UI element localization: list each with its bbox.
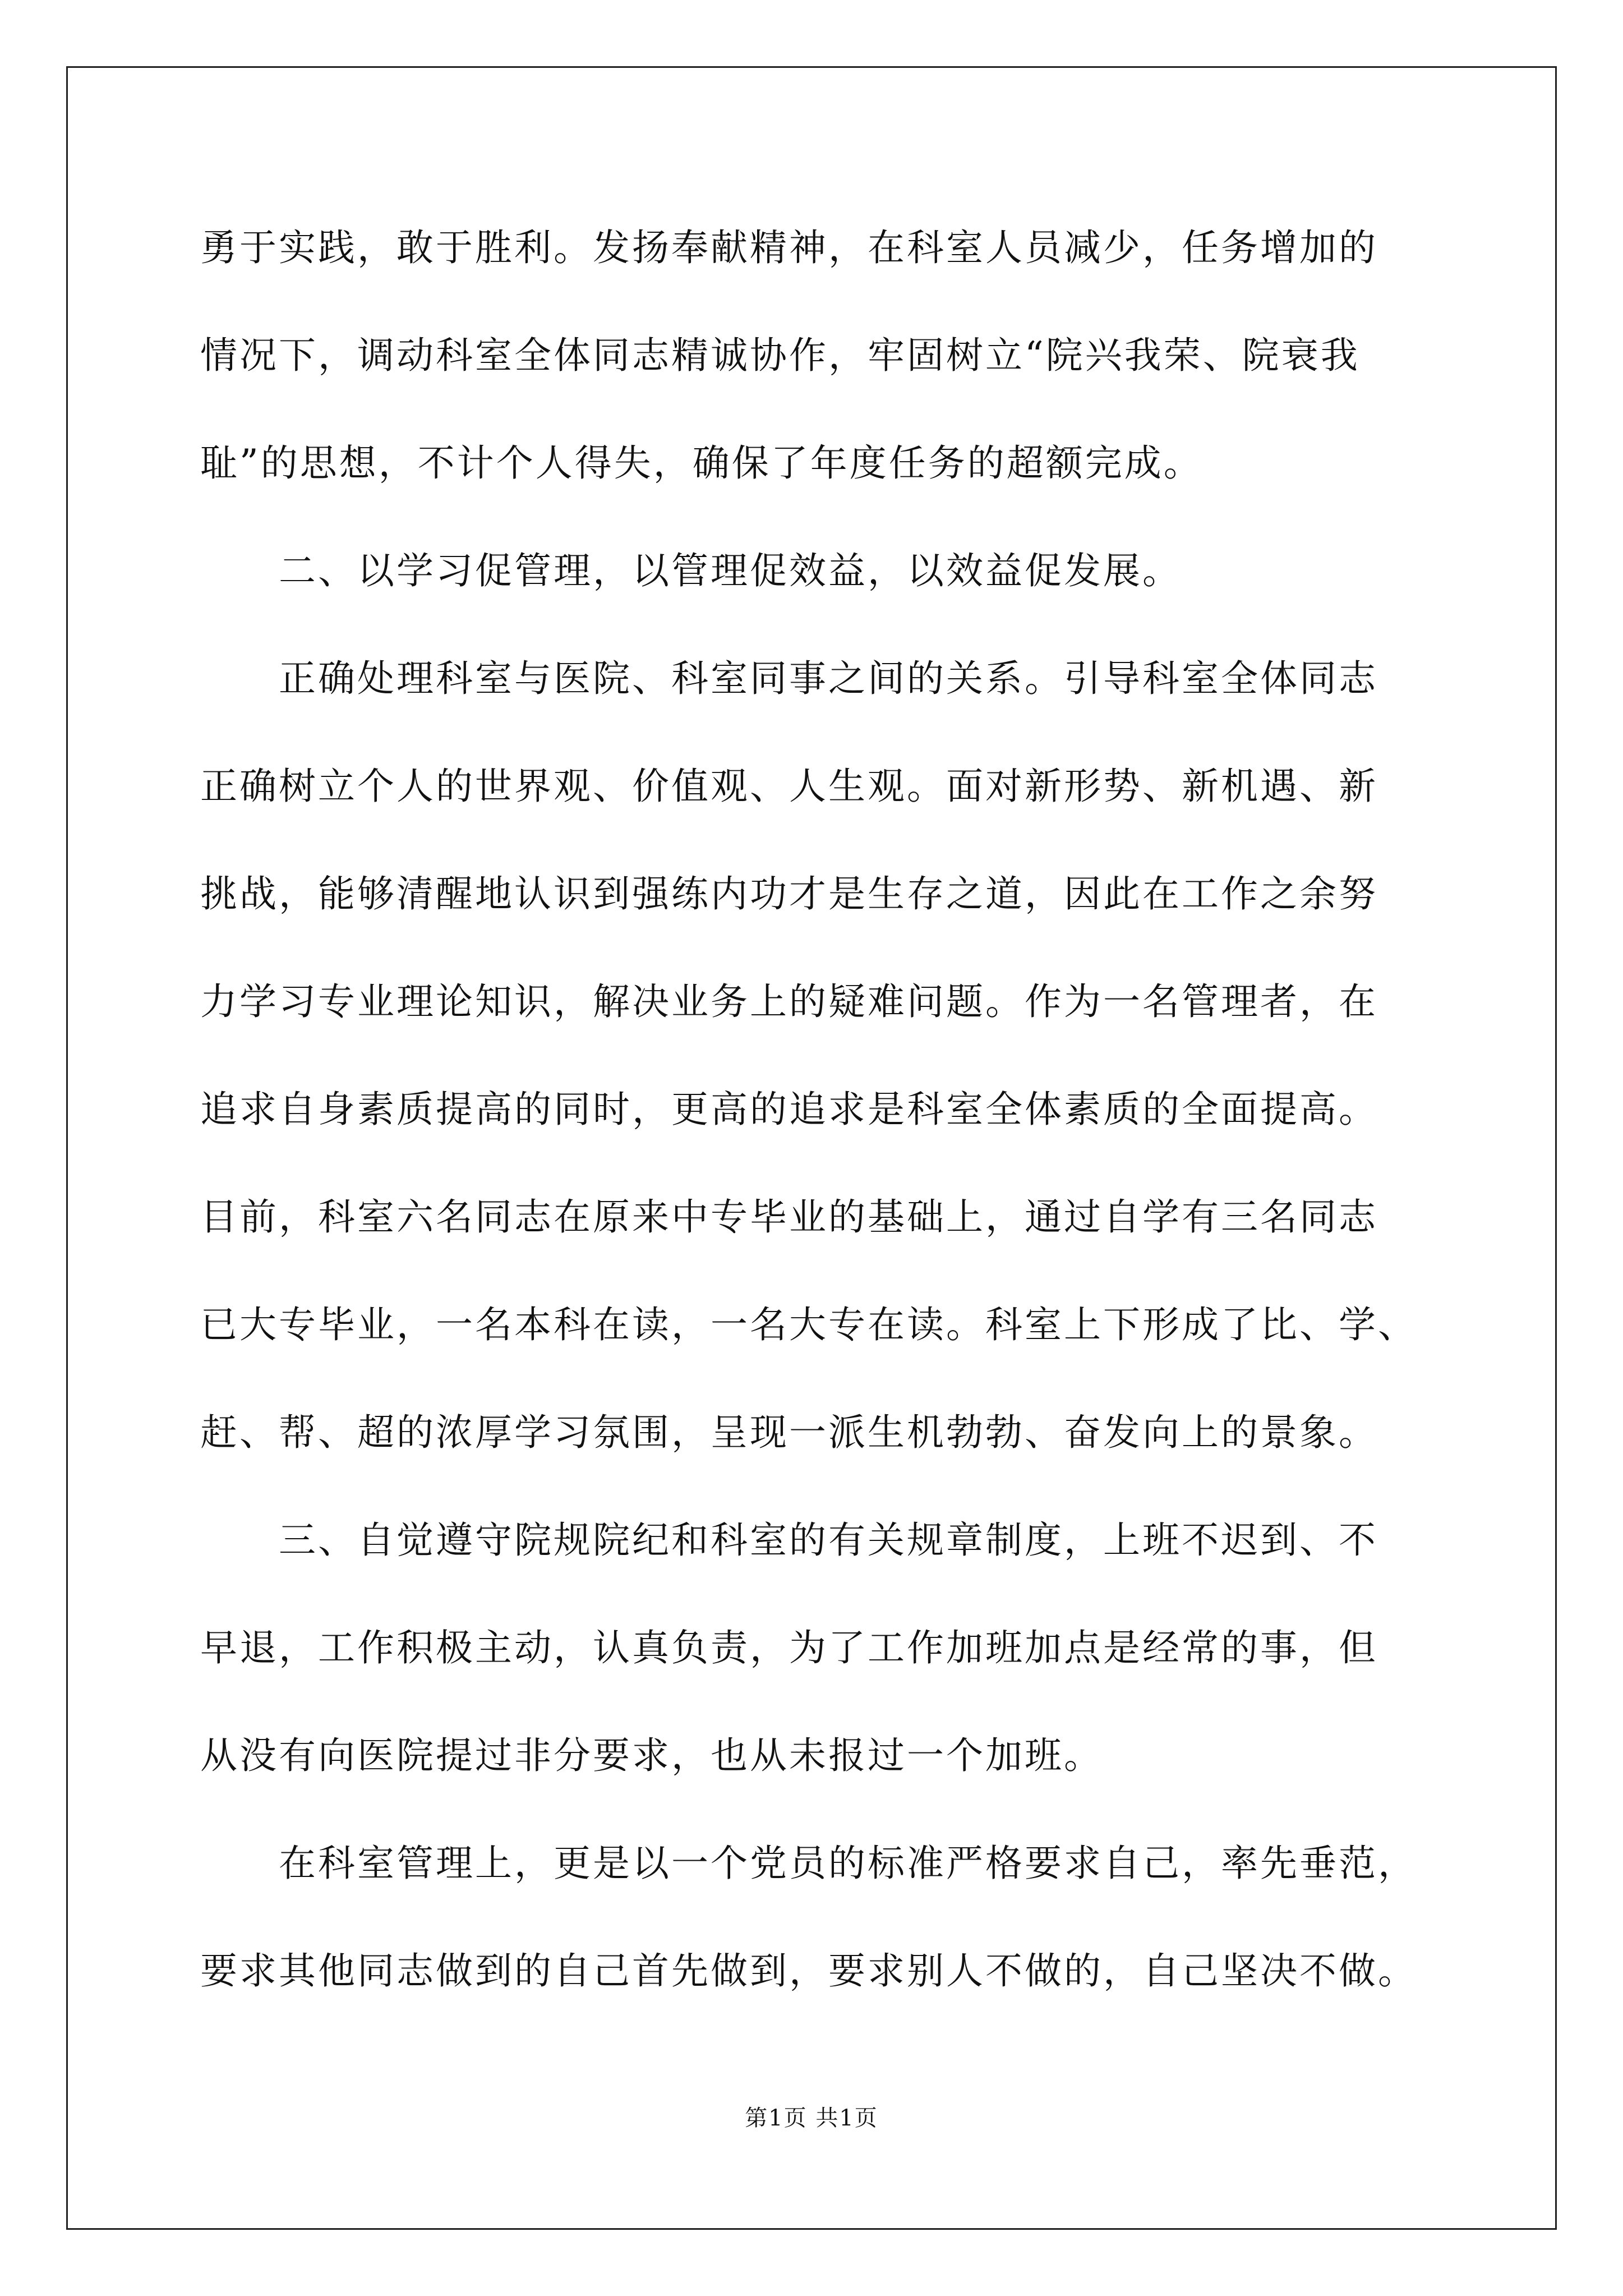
text-line: 追求自身素质提高的同时，更高的追求是科室全体素质的全面提高。 [200,1088,1378,1131]
text-line: 勇于实践，敢于胜利。发扬奉献精神，在科室人员减少，任务增加的 [200,226,1378,269]
text-line: 赶、帮、超的浓厚学习氛围，呈现一派生机勃勃、奋发向上的景象。 [200,1411,1378,1454]
section-heading-3: 三、自觉遵守院规院纪和科室的有关规章制度，上班不迟到、不 [279,1519,1378,1562]
text-line: 力学习专业理论知识，解决业务上的疑难问题。作为一名管理者，在 [200,980,1378,1023]
text-line: 正确树立个人的世界观、价值观、人生观。面对新形势、新机遇、新 [200,765,1378,808]
text-line: 从没有向医院提过非分要求，也从未报过一个加班。 [200,1734,1103,1777]
section-heading-2: 二、以学习促管理，以管理促效益，以效益促发展。 [279,549,1182,592]
document-body [200,216,1423,2047]
text-line: 早退，工作积极主动，认真负责，为了工作加班加点是经常的事，但 [200,1626,1378,1669]
text-line: 已大专毕业，一名本科在读，一名大专在读。科室上下形成了比、学、 [200,1303,1417,1346]
text-line: 在科室管理上，更是以一个党员的标准严格要求自己，率先垂范， [279,1842,1417,1885]
page-footer: 第1页 共1页 [745,2105,878,2131]
text-line: 情况下，调动科室全体同志精诚协作，牢固树立“院兴我荣、院衰我 [200,334,1360,377]
text-line: 挑战，能够清醒地认识到强练内功才是生存之道，因此在工作之余努 [200,872,1378,915]
text-line: 耻”的思想，不计个人得失，确保了年度任务的超额完成。 [200,441,1203,485]
text-line: 正确处理科室与医院、科室同事之间的关系。引导科室全体同志 [279,657,1378,700]
text-line: 要求其他同志做到的自己首先做到，要求别人不做的，自己坚决不做。 [200,1949,1417,1993]
text-line: 目前，科室六名同志在原来中专毕业的基础上，通过自学有三名同志 [200,1195,1378,1239]
